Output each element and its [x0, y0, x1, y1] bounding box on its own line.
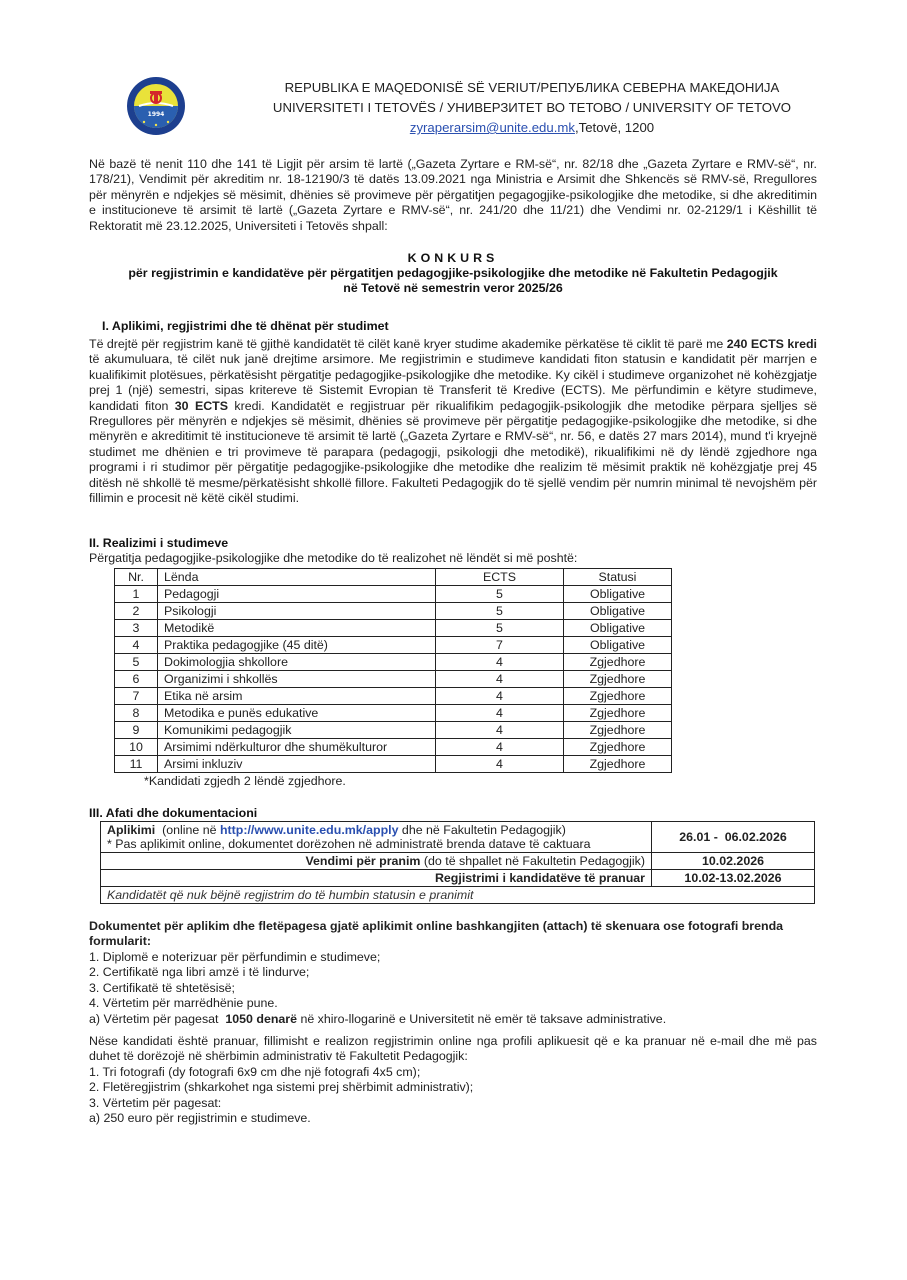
deadlines-table — [100, 821, 815, 904]
table-row: 8 Metodika e punës edukative 4 Zgjedhore — [115, 705, 672, 722]
elective-note: *Kandidati zgjedh 2 lëndë zgjedhore. — [144, 774, 346, 788]
list-item: 1. Diplomë e noterizuar për përfundimin e studimeve; — [89, 950, 381, 964]
registration-list — [89, 1065, 817, 1127]
table-row: 5 Dokimologjia shkollore 4 Zgjedhore — [115, 654, 672, 671]
section-1-heading: I. Aplikimi, regjistrimi dhe të dhënat për studimet — [102, 319, 389, 333]
documents-heading: Dokumentet për aplikim dhe fletëpagesa gjatë aplikimit online bashkangjiten (attach) të skenuara ose fotografi brenda formularit: — [89, 919, 784, 949]
application-date: 26.01 - 06.02.2026 — [652, 822, 815, 853]
email-link[interactable]: zyraperarsim@unite.edu.mk — [409, 120, 575, 135]
section-2-heading: II. Realizimi i studimeve — [89, 536, 229, 550]
table-row: 2 Psikologji 5 Obligative — [115, 603, 672, 620]
column-header-ects: ECTS — [436, 569, 564, 586]
column-header-subject: Lënda — [158, 569, 436, 586]
table-row: 1 Pedagogji 5 Obligative — [115, 586, 672, 603]
table-row: 3 Metodikë 5 Obligative — [115, 620, 672, 637]
table-header-row — [115, 569, 672, 586]
deadline-row-application: Aplikimi (online në http://www.unite.edu.mk/apply dhe në Fakultetin Pedagogjik) * Pas aplikimit online, dokumentet dorëzohen në administratë brenda datave të caktuara 26.01 - 06.02.2026 — [101, 822, 815, 853]
konkurs-title: KONKURS — [407, 251, 499, 265]
konkurs-subtitle-1: për regjistrimin e kandidatëve për përgatitjen pedagogjike-psikologjike dhe metodike në Fakultetin Pedagogjik — [128, 266, 778, 280]
table-row: 11 Arsimi inkluziv 4 Zgjedhore — [115, 756, 672, 773]
contact-line — [252, 118, 812, 138]
column-header-status: Statusi — [564, 569, 672, 586]
registration-intro: Nëse kandidati është pranuar, fillimisht e realizon regjistrimin online nga profili aplikuesit që e ka pranuar në e-mail dhe më pas duhet të dorëzojë në shërbimin administrativ të Fakultetit Pedagogjik: — [89, 1034, 817, 1064]
table-row: 7 Etika në arsim 4 Zgjedhore — [115, 688, 672, 705]
section-1-paragraph: Të drejtë për regjistrim kanë të gjithë kandidatët të cilët kanë kryer studime akademike përkatëse të ciklit të parë me 240 ECTS kredi të akumuluara, të cilët nuk janë drejtime arsimore. Me regjistrimin e studimeve kandidati fiton statusin e kandidatit për marrjen e kualifikimit plotësues, përkatësisht përgatitje pedagogjike-psikologjike dhe metodike. Ky cikël i studimeve organizohet në kohëzgjatje prej 1 (një) semestri, sipas kritereve të Sistemit Evropian të Transferit të Kredive (ECTS). Me përfundimin e këtyre studimeve, kandidati fiton 30 ECTS kredi. Kandidatët e regjistruar për rikualifikim pedagogjik-psikologjik dhe metodike përpara sjelljes së Rregullores për mënyrën e ndjekjes së mësimit, dhënies së provimeve për përgatitje pedagogjike-psikologjike dhe metodike, si dhe mënyrën e akreditimit të institucioneve të arsimit të lartë („Gazeta Zyrtare e RMV-së“, nr. 56, e datës 27 mars 2014), mund t'i kryejnë studimet me dhënien e tri provimeve të parapara (pedagogji, psikologji dhe metodikë), rikualifikimi në dy lëndë zgjedhore nga programi i ri studimor për përgatitje pedagogjike-psikologjike dhe metodike dhe realizim të mësimit praktik në kohëzgjatje prej 45 ditësh në shkollë të mesme/përkatësisht shkollë fillore. Fakulteti Pedagogjik do të sjellë vendim për numrin minimal të nevojshëm për fillimin e procesit në këtë cikël studimi. — [89, 337, 817, 506]
deadline-footer-row: Kandidatët që nuk bëjnë regjistrim do të humbin statusin e pranimit — [101, 887, 815, 904]
documents-list — [89, 950, 817, 1027]
svg-text:1994: 1994 — [147, 111, 165, 118]
list-item: 4. Vërtetim për marrëdhënie pune. — [89, 996, 278, 1011]
list-item: 1. Tri fotografi (dy fotografi 6x9 cm dhe një fotografi 4x5 cm); — [89, 1065, 421, 1079]
section-3-heading: III. Afati dhe dokumentacioni — [89, 806, 258, 820]
list-item: a) Vërtetim për pagesat 1050 denarë në xhiro-llogarinë e Universitetit në emër të taksave administrative. — [89, 1011, 667, 1026]
deadline-row-registration: Regjistrimi i kandidatëve të pranuar 10.02-13.02.2026 — [101, 870, 815, 887]
list-item: 3. Vërtetim për pagesat: — [89, 1095, 222, 1110]
list-item: 3. Certifikatë të shtetësisë; — [89, 980, 236, 995]
university-line: UNIVERSITETI I TETOVËS / УНИВЕРЗИТЕТ ВО ТЕТОВО / UNIVERSITY OF TETOVO — [272, 100, 792, 115]
letterhead — [120, 72, 820, 142]
location-text: ,Tetovë, 1200 — [574, 120, 655, 135]
table-row: 4 Praktika pedagogjike (45 ditë) 7 Obligative — [115, 637, 672, 654]
university-logo-icon — [126, 76, 186, 136]
list-item: a) 250 euro për regjistrimin e studimeve. — [89, 1111, 311, 1126]
list-item: 2. Fletëregjistrim (shkarkohet nga sistemi prej shërbimit administrativ); — [89, 1080, 474, 1095]
letterhead-text — [252, 78, 812, 138]
deadline-row-decision: Vendimi për pranim (do të shpallet në Fakultetin Pedagogjik) 10.02.2026 — [101, 853, 815, 870]
column-header-nr: Nr. — [115, 569, 158, 586]
decision-date: 10.02.2026 — [652, 853, 815, 870]
table-row: 9 Komunikimi pedagogjik 4 Zgjedhore — [115, 722, 672, 739]
subjects-table — [114, 568, 672, 773]
registration-date: 10.02-13.02.2026 — [652, 870, 815, 887]
country-line: REPUBLIKA E MAQEDONISË SË VERIUT/РЕПУБЛИКА СЕВЕРНА МАКЕДОНИЈА — [284, 80, 780, 95]
table-row: 6 Organizimi i shkollës 4 Zgjedhore — [115, 671, 672, 688]
intro-paragraph: Në bazë të nenit 110 dhe 141 të Ligjit për arsim të lartë („Gazeta Zyrtare e RM-së“, nr. 82/18 dhe „Gazeta Zyrtare e RMV-së“, nr. 178/21), Vendimit për akreditim nr. 18-12190/3 të datës 13.09.2021 nga Ministria e Arsimit dhe Shkencës së RMV-së, Rregullores për mënyrën e ndjekjes së mësimit, dhënies së provimeve për përgatitjen pegagogjike-psikologjike dhe metodike, si dhe akreditimin e institucioneve të arsimit të lartë („Gazeta Zyrtare e RMV-së“, nr. 241/20 dhe 11/21) dhe Vendimi nr. 02-2129/1 i Këshillit të Rektoratit më 23.12.2025, Universiteti i Tetovës shpall: — [89, 157, 817, 233]
section-2-intro: Përgatitja pedagogjike-psikologjike dhe metodike do të realizohet në lëndët si më poshtë: — [89, 551, 578, 565]
apply-link[interactable]: http://www.unite.edu.mk/apply — [219, 823, 399, 837]
konkurs-subtitle-2: në Tetovë në semestrin veror 2025/26 — [343, 281, 563, 295]
list-item: 2. Certifikatë nga libri amzë i të lindurve; — [89, 965, 310, 980]
table-row: 10 Arsimimi ndërkulturor dhe shumëkulturor 4 Zgjedhore — [115, 739, 672, 756]
